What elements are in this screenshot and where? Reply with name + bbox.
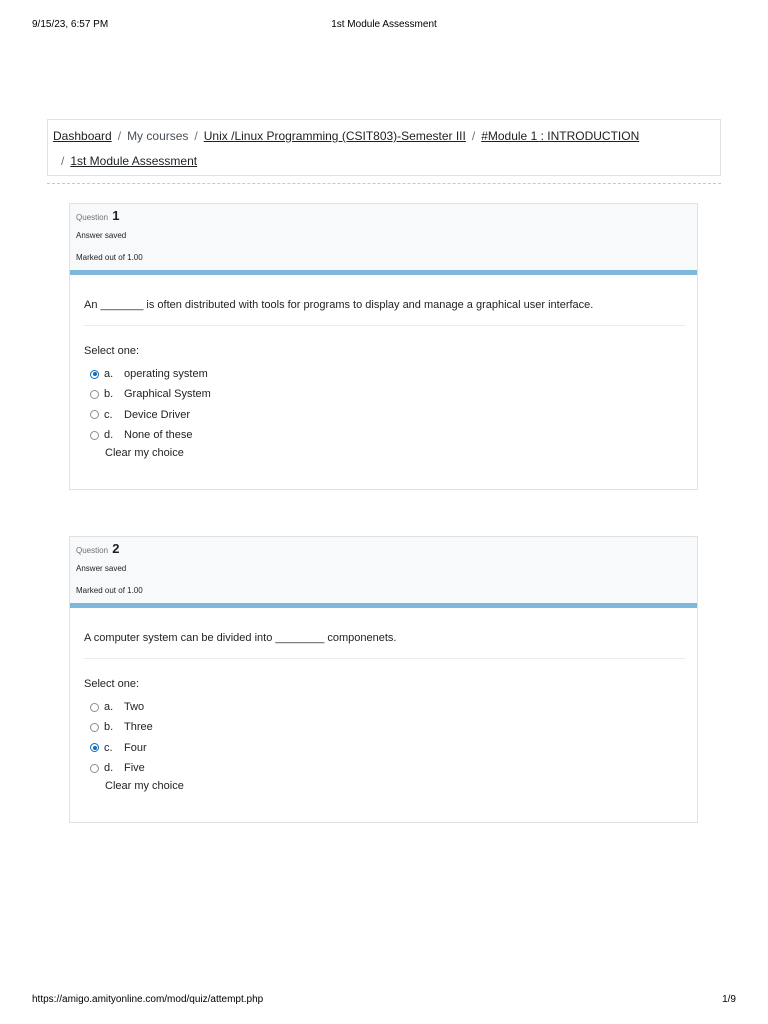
- breadcrumb-line-1: [53, 129, 639, 143]
- option-letter: d.: [104, 429, 114, 442]
- question-divider: [84, 325, 685, 326]
- radio-button[interactable]: [90, 431, 99, 440]
- breadcrumb-quiz-link[interactable]: 1st Module Assessment: [70, 154, 198, 168]
- question-text: A computer system can be divided into ________ componenets.: [84, 632, 397, 644]
- option-text: Graphical System: [124, 388, 211, 401]
- clear-choice-link[interactable]: Clear my choice: [105, 447, 184, 459]
- question-number-value: 1: [112, 208, 120, 223]
- radio-button[interactable]: [90, 703, 99, 712]
- question-1: [69, 203, 698, 490]
- option-text: None of these: [124, 429, 193, 442]
- question-label: Question: [76, 213, 109, 222]
- option-letter: b.: [104, 388, 114, 401]
- answer-option-a[interactable]: [90, 364, 211, 384]
- print-date: 9/15/23, 6:57 PM: [32, 19, 109, 30]
- option-letter: b.: [104, 721, 114, 734]
- answer-option-b[interactable]: [90, 717, 153, 737]
- answer-option-b[interactable]: [90, 384, 211, 404]
- question-state: Answer saved: [76, 231, 127, 240]
- divider: [47, 183, 721, 184]
- print-header: [0, 19, 768, 33]
- print-url: https://amigo.amityonline.com/mod/quiz/attempt.php: [32, 994, 264, 1005]
- question-number: [76, 541, 120, 556]
- option-text: Three: [124, 721, 153, 734]
- option-text: Device Driver: [124, 408, 191, 421]
- option-letter: c.: [104, 408, 113, 421]
- option-text: Four: [124, 741, 147, 754]
- clear-choice-link[interactable]: Clear my choice: [105, 780, 184, 792]
- answer-option-c[interactable]: [90, 405, 211, 425]
- question-info-bar: [70, 270, 697, 275]
- answer-option-d[interactable]: [90, 758, 153, 778]
- radio-button-selected[interactable]: [90, 370, 99, 379]
- question-number: [76, 208, 120, 223]
- breadcrumb-module-link[interactable]: #Module 1 : INTRODUCTION: [481, 129, 640, 143]
- question-grade: Marked out of 1.00: [76, 253, 143, 262]
- radio-button-selected[interactable]: [90, 743, 99, 752]
- answer-option-c[interactable]: [90, 738, 153, 758]
- breadcrumb-separator: /: [194, 129, 198, 143]
- radio-button[interactable]: [90, 390, 99, 399]
- answer-option-a[interactable]: [90, 697, 153, 717]
- option-letter: d.: [104, 762, 114, 775]
- breadcrumb: [47, 119, 721, 176]
- question-text: An _______ is often distributed with tools for programs to display and manage a graphical user interface.: [84, 299, 594, 311]
- breadcrumb-line-2: [53, 154, 197, 168]
- option-text: Five: [124, 762, 145, 775]
- question-state: Answer saved: [76, 564, 127, 573]
- breadcrumb-course-link[interactable]: Unix /Linux Programming (CSIT803)-Semester III: [203, 129, 466, 143]
- select-one-prompt: Select one:: [84, 678, 140, 690]
- breadcrumb-separator: /: [61, 154, 65, 168]
- breadcrumb-dashboard-link[interactable]: Dashboard: [53, 129, 112, 143]
- question-2: [69, 536, 698, 823]
- question-label: Question: [76, 546, 109, 555]
- breadcrumb-separator: /: [471, 129, 476, 143]
- option-letter: c.: [104, 741, 113, 754]
- question-grade: Marked out of 1.00: [76, 586, 143, 595]
- print-footer: [0, 994, 768, 1008]
- breadcrumb-my-courses: My courses: [127, 129, 189, 143]
- print-title: 1st Module Assessment: [331, 19, 437, 30]
- radio-button[interactable]: [90, 723, 99, 732]
- answer-option-d[interactable]: [90, 425, 211, 445]
- answer-options: [90, 697, 153, 778]
- question-info: [70, 204, 697, 270]
- breadcrumb-separator: /: [117, 129, 122, 143]
- radio-button[interactable]: [90, 410, 99, 419]
- question-number-value: 2: [112, 541, 120, 556]
- option-text: Two: [124, 701, 145, 714]
- option-letter: a.: [104, 701, 114, 714]
- question-info: [70, 537, 697, 603]
- answer-options: [90, 364, 211, 445]
- option-text: operating system: [124, 368, 208, 381]
- radio-button[interactable]: [90, 764, 99, 773]
- select-one-prompt: Select one:: [84, 345, 140, 357]
- print-page-number: 1/9: [722, 994, 736, 1005]
- question-divider: [84, 658, 685, 659]
- option-letter: a.: [104, 368, 114, 381]
- question-info-bar: [70, 603, 697, 608]
